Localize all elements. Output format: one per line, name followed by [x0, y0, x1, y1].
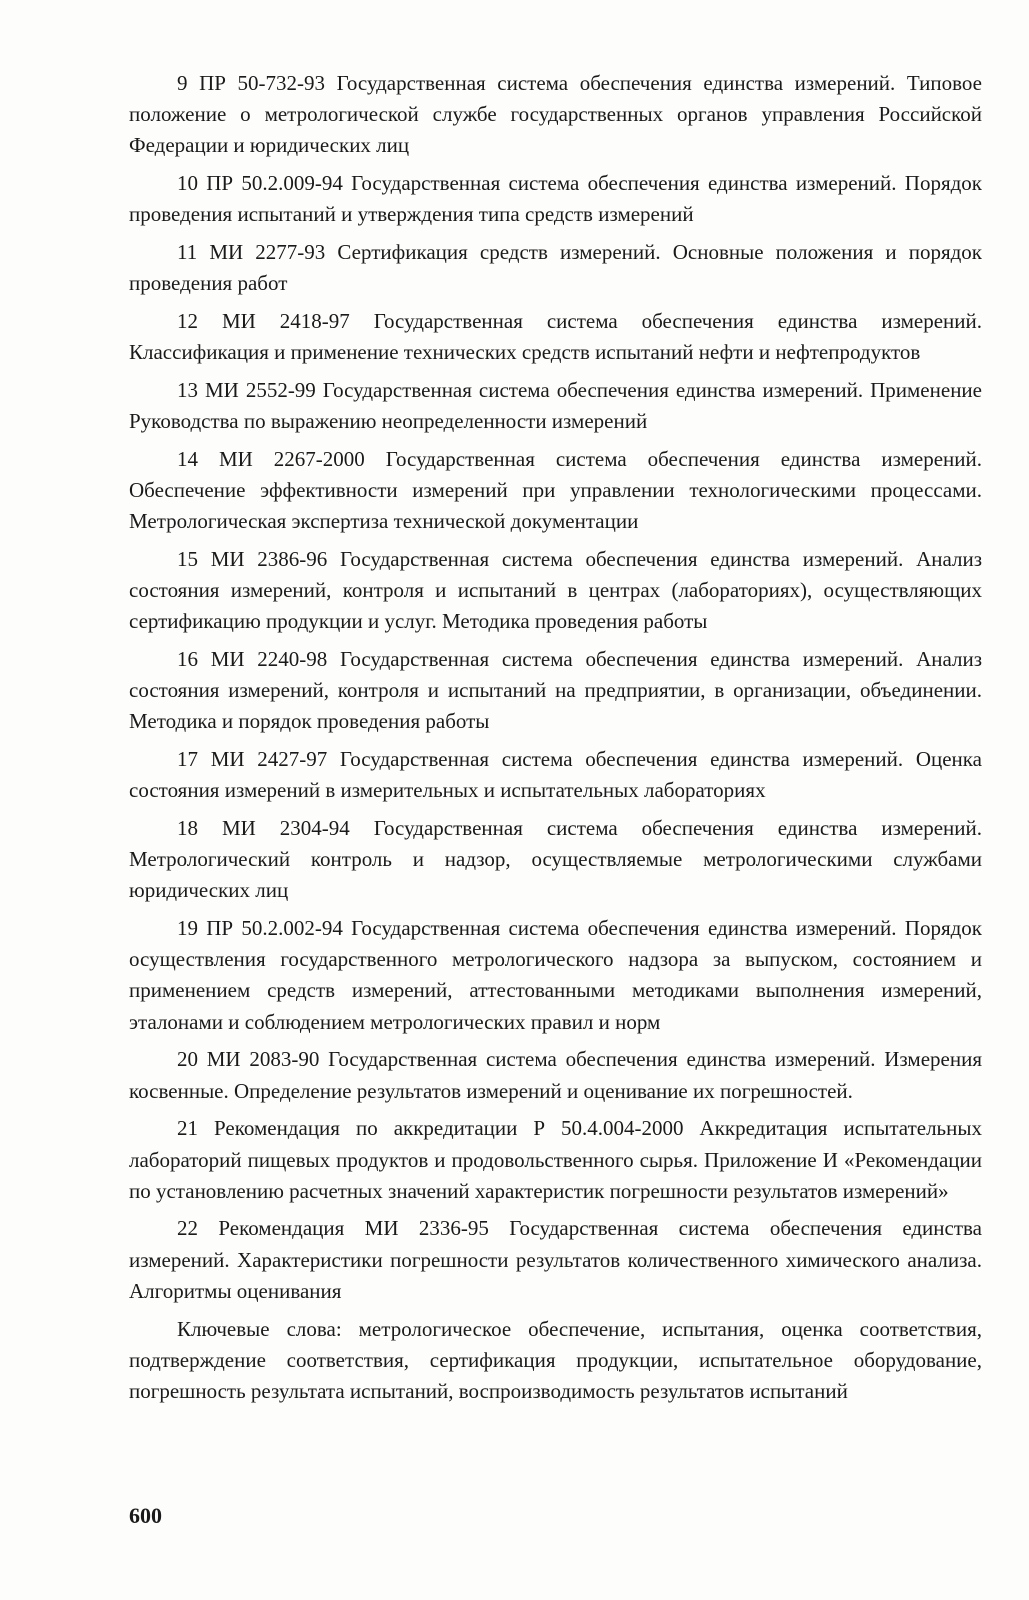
- reference-item-10: 10 ПР 50.2.009-94 Государственная система обеспечения единства измерений. Порядок проведения испытаний и утверждения типа средств измерений: [129, 171, 982, 227]
- reference-item-15: 15 МИ 2386-96 Государственная система обеспечения единства измерений. Анализ состояния измерений, контроля и испытаний в центрах (лабораториях), осуществляющих сертификацию продукции и услуг. Методика проведения работы: [129, 546, 982, 634]
- reference-item-19: 19 ПР 50.2.002-94 Государственная система обеспечения единства измерений. Порядок осуществления государственного метрологического надзора за выпуском, состоянием и применением средств измерений, аттестованными методиками выполнения измерений, эталонами и соблюдением метрологических правил и норм: [129, 916, 982, 1034]
- reference-item-12: 12 МИ 2418-97 Государственная система обеспечения единства измерений. Классификация и применение технических средств испытаний нефти и нефтепродуктов: [129, 308, 982, 365]
- keywords-paragraph: Ключевые слова: метрологическое обеспечение, испытания, оценка соответствия, подтверждение соответствия, сертификация продукции, испытательное оборудование, погрешность результата испытаний, воспроизводимость результатов испытаний: [129, 1316, 982, 1403]
- reference-item-20: 20 МИ 2083-90 Государственная система обеспечения единства измерений. Измерения косвенные. Определение результатов измерений и оценивание их погрешностей.: [129, 1047, 982, 1103]
- reference-item-18: 18 МИ 2304-94 Государственная система обеспечения единства измерений. Метрологический контроль и надзор, осуществляемые метрологическими службами юридических лиц: [129, 815, 982, 903]
- reference-item-9: 9 ПР 50-732-93 Государственная система обеспечения единства измерений. Типовое положение о метрологической службе государственных органов управления Российской Федерации и юридических лиц: [129, 71, 982, 158]
- page-number: 600: [129, 1503, 162, 1528]
- reference-item-13: 13 МИ 2552-99 Государственная система обеспечения единства измерений. Применение Руководства по выражению неопределенности измерений: [129, 377, 982, 434]
- reference-item-16: 16 МИ 2240-98 Государственная система обеспечения единства измерений. Анализ состояния измерений, контроля и испытаний на предприятии, в организации, объединении. Методика и порядок проведения работы: [129, 646, 982, 734]
- reference-item-22: 22 Рекомендация МИ 2336-95 Государственная система обеспечения единства измерений. Характеристики погрешности результатов количественного химического анализа. Алгоритмы оценивания: [129, 1216, 982, 1303]
- reference-item-14: 14 МИ 2267-2000 Государственная система обеспечения единства измерений. Обеспечение эффективности измерений при управлении технологическими процессами. Метрологическая экспертиза технической документации: [129, 446, 982, 534]
- reference-item-11: 11 МИ 2277-93 Сертификация средств измерений. Основные положения и порядок проведения работ: [129, 240, 982, 296]
- reference-list: [129, 68, 982, 1407]
- reference-item-21: 21 Рекомендация по аккредитации Р 50.4.004-2000 Аккредитация испытательных лабораторий пищевых продуктов и продовольственного сырья. Приложение И «Рекомендации по установлению расчетных значений характеристик погрешности результатов измерений»: [129, 1116, 982, 1203]
- reference-item-17: 17 МИ 2427-97 Государственная система обеспечения единства измерений. Оценка состояния измерений в измерительных и испытательных лабораториях: [129, 747, 982, 803]
